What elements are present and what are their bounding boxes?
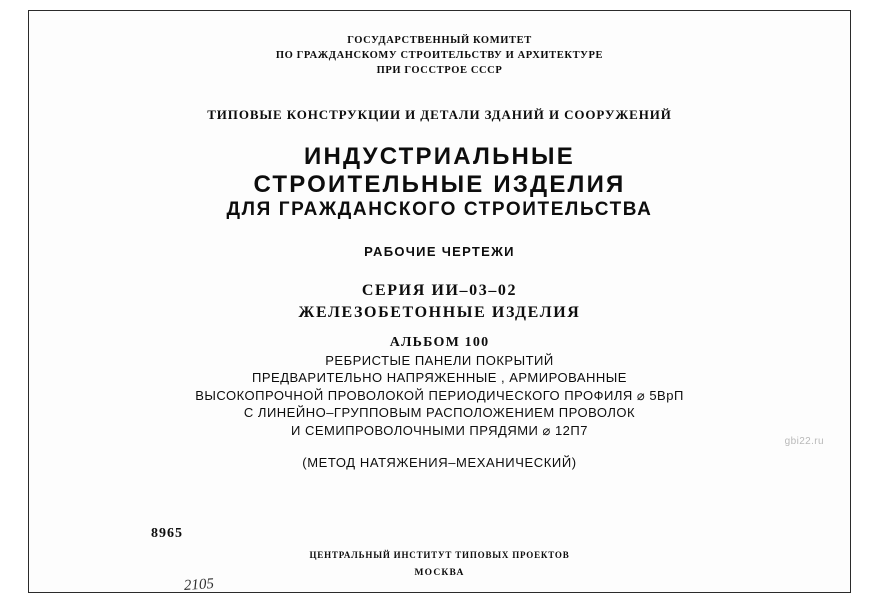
committee-line-1: ГОСУДАРСТВЕННЫЙ КОМИТЕТ bbox=[347, 35, 532, 46]
document-title bbox=[29, 143, 850, 199]
series-number: СЕРИЯ ИИ–03–02 bbox=[361, 282, 518, 299]
series-number-block bbox=[29, 280, 850, 324]
document-subtitle: ДЛЯ ГРАЖДАНСКОГО СТРОИТЕЛЬСТВА bbox=[226, 199, 653, 220]
committee-block bbox=[29, 33, 850, 78]
title-line-2: СТРОИТЕЛЬНЫЕ ИЗДЕЛИЯ bbox=[253, 171, 626, 198]
album-description-5: И СЕМИПРОВОЛОЧНЫМИ ПРЯДЯМИ ⌀ 12П7 bbox=[290, 422, 588, 438]
publisher-name: ЦЕНТРАЛЬНЫЙ ИНСТИТУТ ТИПОВЫХ ПРОЕКТОВ bbox=[309, 550, 570, 560]
committee-line-3: ПРИ ГОССТРОЕ СССР bbox=[376, 65, 503, 76]
footer-block bbox=[29, 546, 850, 582]
album-description-2: ПРЕДВАРИТЕЛЬНО НАПРЯЖЕННЫЕ , АРМИРОВАННЫЕ bbox=[252, 370, 627, 385]
working-drawings-label: РАБОЧИЕ ЧЕРТЕЖИ bbox=[364, 244, 515, 259]
document-number: 8965 bbox=[151, 526, 183, 541]
title-line-1: ИНДУСТРИАЛЬНЫЕ bbox=[304, 143, 575, 170]
series-product-type: ЖЕЛЕЗОБЕТОННЫЕ ИЗДЕЛИЯ bbox=[298, 304, 581, 321]
album-block bbox=[29, 334, 850, 472]
handwritten-mark: 2105 bbox=[183, 575, 215, 595]
publisher-city: МОСКВА bbox=[414, 568, 465, 578]
album-description-4: С ЛИНЕЙНО–ГРУППОВЫМ РАСПОЛОЖЕНИЕМ ПРОВОЛОК bbox=[243, 405, 636, 420]
album-description-1: РЕБРИСТЫЕ ПАНЕЛИ ПОКРЫТИЙ bbox=[325, 352, 554, 368]
method-note: (МЕТОД НАТЯЖЕНИЯ–МЕХАНИЧЕСКИЙ) bbox=[302, 455, 577, 470]
title-sheet-border bbox=[28, 10, 851, 593]
album-number: АЛЬБОМ 100 bbox=[389, 335, 490, 350]
watermark-label: gbi22.ru bbox=[784, 436, 824, 447]
committee-line-2: ПО ГРАЖДАНСКОМУ СТРОИТЕЛЬСТВУ И АРХИТЕКТУРЕ bbox=[275, 50, 604, 61]
series-kind-heading: ТИПОВЫЕ КОНСТРУКЦИИ И ДЕТАЛИ ЗДАНИЙ И СООРУЖЕНИЙ bbox=[207, 107, 672, 122]
album-description-3: ВЫСОКОПРОЧНОЙ ПРОВОЛОКОЙ ПЕРИОДИЧЕСКОГО ПРОФИЛЯ ⌀ 5ВрП bbox=[195, 387, 684, 403]
